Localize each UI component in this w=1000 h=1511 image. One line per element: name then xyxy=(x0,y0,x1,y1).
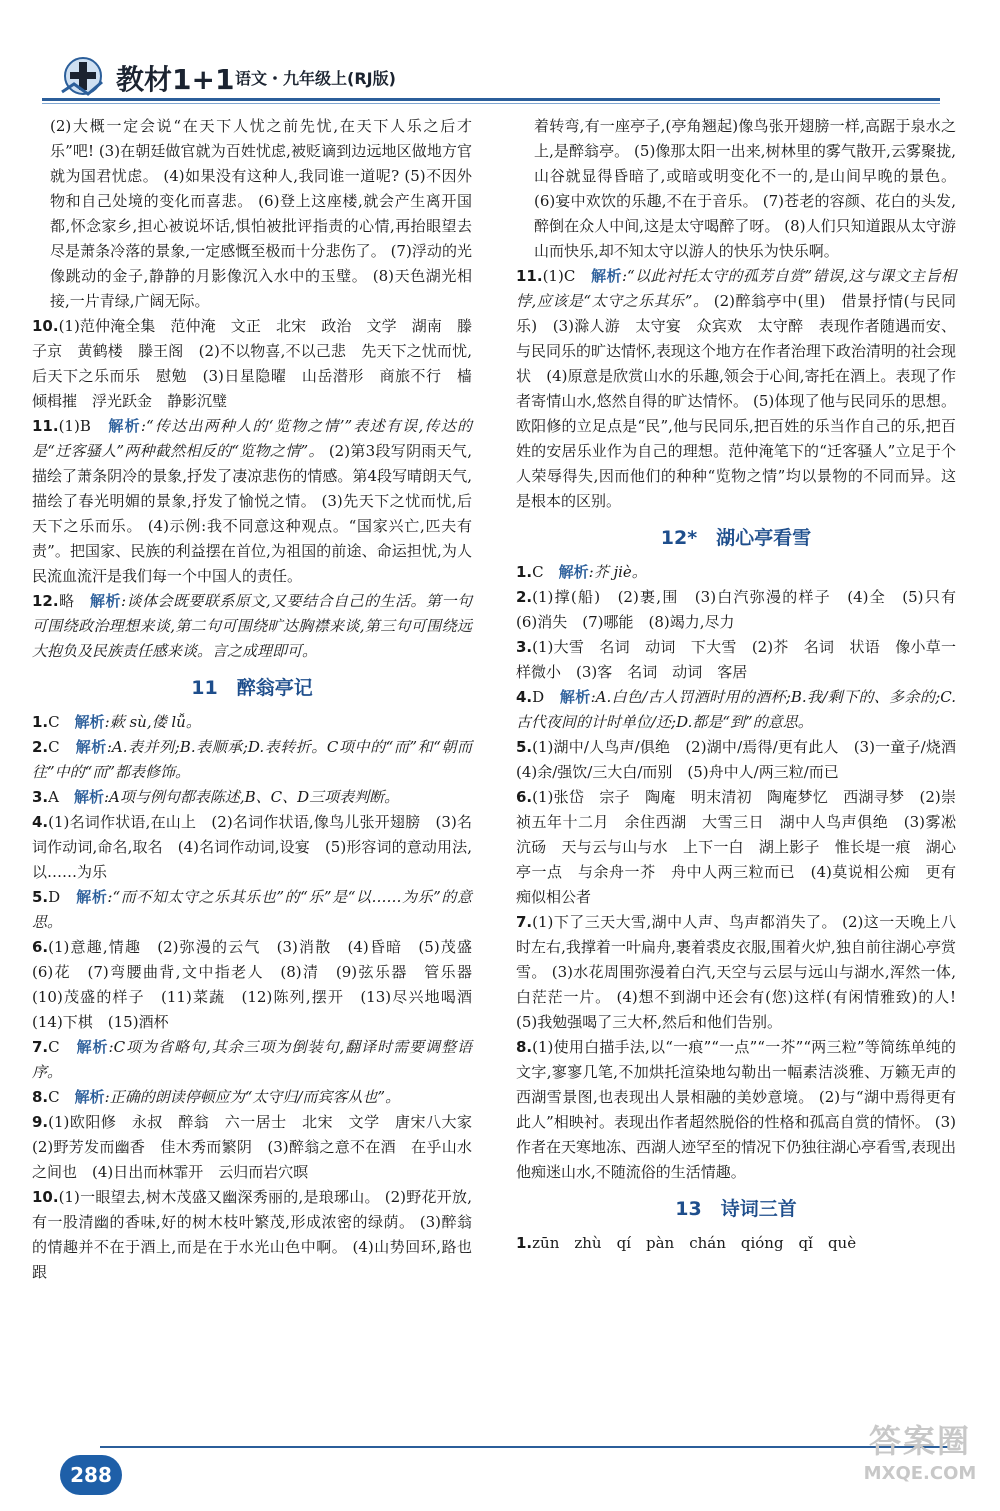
answer-text: 着转弯,有一座亭子,(亭角翘起)像鸟张开翅膀一样,高踞于泉水之上,是醉翁亭。 (5)像那太阳一出来,树林里的雾气散开,云雾聚拢,山谷就显得昏暗了,或暗或明变化不一的,是山间早晚的景色。 (6)宴中欢饮的乐趣,不在于音乐。 (7)苍老的容颜、花白的头发,醉倒在众人中间,这是太守喝醉了呀。 (8)人们只知道跟从太守游山而快乐,却不知太守以游人的快乐为快乐啊。 xyxy=(534,117,956,260)
item-number: 6. xyxy=(516,788,533,806)
explanation-label: 解析 xyxy=(75,738,107,756)
explanation-text: :蔌 sù,偻 lǚ。 xyxy=(104,713,201,731)
explanation-label: 解析 xyxy=(108,417,141,435)
item-number: 7. xyxy=(516,913,533,931)
item-number: 7. xyxy=(32,1038,49,1056)
explanation-text: :“而不知太守之乐其乐也”的“乐”是“以……为乐”的意思。 xyxy=(32,888,472,931)
item-number: 4. xyxy=(516,688,533,706)
item-number: 2. xyxy=(32,738,49,756)
answer-text: (1)湖中/人鸟声/俱绝 (2)湖中/焉得/更有此人 (3)一童子/烧酒 (4)余/强饮/三大白/而别 (5)舟中人/两三粒/而已 xyxy=(516,738,972,781)
item-number: 6. xyxy=(32,938,49,956)
item-number: 4. xyxy=(32,813,49,831)
answer-item xyxy=(32,1110,488,1185)
watermark-logo xyxy=(850,1420,990,1506)
answer-item xyxy=(516,735,972,785)
explanation-label: 解析 xyxy=(74,713,105,731)
item-number: 1. xyxy=(32,713,49,731)
answer-choice: (1)B xyxy=(58,417,109,435)
answer-item xyxy=(516,1035,956,1185)
header-divider xyxy=(42,98,940,101)
explanation-label: 解析 xyxy=(559,688,591,706)
answer-choice: C xyxy=(48,1088,75,1106)
answer-item xyxy=(32,1185,472,1285)
item-number: 10. xyxy=(32,1188,59,1206)
answer-text: (1)张岱 宗子 陶庵 明末清初 陶庵梦忆 西湖寻梦 (2)崇祯五年十二月 余住西湖 大雪三日 湖中人鸟声俱绝 (3)雾凇沆砀 天与云与山与水 上下一白 湖上影子 惟长堤一痕 湖心亭一点 与余舟一芥 舟中人两三粒而已 (4)莫说相公痴 更有痴似相公者 xyxy=(516,788,956,906)
answer-item xyxy=(516,910,956,1035)
answer-text: (1)意趣,情趣 (2)弥漫的云气 (3)消散 (4)昏暗 (5)茂盛 (6)花 (7)弯腰曲背,文中指老人 (8)清 (9)弦乐器 管乐器 (10)茂盛的样子 (11)菜蔬 (12)陈列,摆开 (13)尽兴地喝酒 (14)下棋 (15)酒杯 xyxy=(32,938,488,1031)
answer-item xyxy=(32,935,488,1035)
answer-text: (1)欧阳修 永叔 醉翁 六一居士 北宋 文学 唐宋八大家 (2)野芳发而幽香 佳木秀而繁阴 (3)醉翁之意不在酒 在乎山水之间也 (4)日出而林霏开 云归而岩穴暝 xyxy=(32,1113,488,1181)
page-header xyxy=(0,0,1000,100)
answer-item xyxy=(32,1085,472,1110)
explanation-label: 解析 xyxy=(90,592,122,610)
item-number: 1. xyxy=(516,563,533,581)
explanation-label: 解析 xyxy=(74,1088,105,1106)
explanation-label: 解析 xyxy=(76,888,108,906)
answer-item xyxy=(32,710,472,735)
answer-item xyxy=(32,885,472,935)
explanation-text: :A.表并列;B.表顺承;D.表转折。C项中的“而”和“朝而往”中的“而”都表修饰。 xyxy=(32,738,472,781)
section-title: 13 诗词三首 xyxy=(675,1198,797,1220)
answer-choice: C xyxy=(48,1038,77,1056)
explanation-text: :谈体会既要联系原文,又要结合自己的生活。第一句可围绕政治理想来谈,第二句可围绕旷达胸襟来谈,第三句可围绕远大抱负及民族责任感来谈。言之成理即可。 xyxy=(32,592,472,660)
answer-text: (1)一眼望去,树木茂盛又幽深秀丽的,是琅琊山。 (2)野花开放,有一股清幽的香味,好的树木枝叶繁茂,形成浓密的绿荫。 (3)醉翁的情趣并不在于酒上,而是在于水光山色中啊。 (4)山势回环,路也跟 xyxy=(32,1188,472,1281)
brand-logo-icon xyxy=(58,54,108,98)
item-number: 11. xyxy=(32,417,59,435)
answer-text: (2)大概一定会说“在天下人忧之前先忧,在天下人乐之后才乐”吧! (3)在朝廷做官就为百姓忧虑,被贬谪到边远地区做地方官就为国君忧虑。 (4)如果没有这种人,我同谁一道呢? (5)不因外物和自己处境的变化而喜悲。 (6)登上这座楼,就会产生离开国都,怀念家乡,担心被说坏话,惧怕被批评指责的心情,再抬眼望去尽是萧条冷落的景象,一定感慨至极而十分悲伤了。 (7)浮动的光像跳动的金子,静静的月影像沉入水中的玉璧。 (8)天色湖光相接,一片青绿,广阔无际。 xyxy=(50,117,472,310)
explanation-text: :C项为省略句,其余三项为倒装句,翻译时需要调整语序。 xyxy=(32,1038,472,1081)
answer-item xyxy=(32,1035,472,1085)
answer-item xyxy=(516,1231,956,1256)
answer-text: (2)醉翁亭中(里) 借景抒情(与民同乐) (3)滁人游 太守宴 众宾欢 太守醉 表现作者随遇而安、与民同乐的旷达情怀,表现这个地方在作者治理下政治清明的社会现状 (4)原意是欣赏山水的乐趣,领会于心间,寄托在酒上。表现了作者寄情山水,悠然自得的旷达情怀。 (5)体现了他与民同乐的思想。欧阳修的立足点是“民”,他与民同乐,把百姓的乐当作自己的乐,把百姓的安居乐业作为自己的理想。范仲淹笔下的“迁客骚人”立足于个人荣辱得失,因而他们的种种“览物之情”均以景物的不同而异。这是根本的区别。 xyxy=(516,292,957,510)
answer-item xyxy=(516,635,956,685)
answer-item xyxy=(516,585,972,635)
answer-continuation xyxy=(32,114,472,314)
answer-text: (2)第3段写阴雨天气,描绘了萧条阴冷的景象,抒发了凄凉悲伤的情感。第4段写晴朗天气,描绘了春光明媚的景象,抒发了愉悦之情。 (3)先天下之忧而忧,后天下之乐而乐。 (4)示例:我不同意这种观点。“国家兴亡,匹夫有责”。把国家、民族的利益摆在首位,为祖国的前途、命运担忧,为人民流血流汗是我们每一个中国人的责任。 xyxy=(32,442,472,585)
watermark-url: MXQE.COM xyxy=(863,1463,977,1484)
left-column xyxy=(32,114,488,1285)
explanation-label: 解析 xyxy=(73,788,104,806)
explanation-text: :A.白色/古人罚酒时用的酒杯;B.我/剩下的、多余的;C.古代夜间的计时单位/还;D.都是“到”的意思。 xyxy=(516,688,956,731)
answer-item xyxy=(32,314,472,414)
explanation-label: 解析 xyxy=(591,267,622,285)
section-title: 12* 湖心亭看雪 xyxy=(660,527,812,549)
book-subtitle: 语文・九年级上(RJ版) xyxy=(235,69,396,88)
item-number: 9. xyxy=(32,1113,49,1131)
answer-text: (1)撑(船) (2)裹,围 (3)白汽弥漫的样子 (4)全 (5)只有 (6)消失 (7)哪能 (8)竭力,尽力 xyxy=(516,588,972,631)
answer-item xyxy=(32,414,472,589)
answer-continuation xyxy=(516,114,956,264)
footer-divider xyxy=(100,1446,950,1448)
watermark-text: 答案圈 xyxy=(868,1422,971,1460)
answer-choice: 略 xyxy=(58,592,91,610)
answer-choice: (1)C xyxy=(542,267,592,285)
item-number: 12. xyxy=(32,592,59,610)
answer-text: zūn zhù qí pàn chán qióng qǐ què xyxy=(532,1234,857,1252)
answer-item xyxy=(32,810,472,885)
item-number: 8. xyxy=(516,1038,533,1056)
explanation-text: :正确的朗读停顿应为“太守归/而宾客从也”。 xyxy=(104,1088,401,1106)
answer-choice: A xyxy=(48,788,74,806)
answer-choice: D xyxy=(48,888,77,906)
item-number: 2. xyxy=(516,588,533,606)
answer-text: (1)范仲淹全集 范仲淹 文正 北宋 政治 文学 湖南 滕子京 黄鹤楼 滕王阁 (2)不以物喜,不以己悲 先天下之忧而忧,后天下之乐而乐 慰勉 (3)日星隐曜 山岳潜形 商旅不行 樯倾楫摧 浮光跃金 静影沉璧 xyxy=(32,317,472,410)
answer-choice: C xyxy=(48,738,76,756)
item-number: 5. xyxy=(516,738,533,756)
item-number: 3. xyxy=(32,788,49,806)
page-number-badge: 288 xyxy=(60,1455,122,1495)
answer-text: (1)名词作状语,在山上 (2)名词作状语,像鸟儿张开翅膀 (3)名词作动词,命名,取名 (4)名词作动词,设宴 (5)形容词的意动用法,以……为乐 xyxy=(32,813,472,881)
answer-text: (1)下了三天大雪,湖中人声、鸟声都消失了。 (2)这一天晚上八时左右,我撑着一叶扁舟,裹着裘皮衣服,围着火炉,独自前往湖心亭赏雪。 (3)水花周围弥漫着白汽,天空与云层与远山与湖水,浑然一体,白茫茫一片。 (4)想不到湖中还会有(您)这样(有闲情雅致)的人! (5)我勉强喝了三大杯,然后和他们告别。 xyxy=(516,913,956,1031)
answer-choice: C xyxy=(48,713,75,731)
explanation-label: 解析 xyxy=(76,1038,109,1056)
explanation-text: :“以此衬托太守的孤芳自赏”错误,这与课文主旨相悖,应该是“太守之乐其乐”。 xyxy=(516,267,956,310)
item-number: 5. xyxy=(32,888,49,906)
explanation-text: :A项与例句都表陈述,B、C、D三项表判断。 xyxy=(104,788,400,806)
answer-choice: C xyxy=(532,563,559,581)
answer-item xyxy=(516,685,956,735)
answer-item xyxy=(32,785,472,810)
item-number: 3. xyxy=(516,638,533,656)
right-column xyxy=(516,114,972,1256)
answer-text: (1)使用白描手法,以“一痕”“一点”“一芥”“两三粒”等简练单纯的文字,寥寥几笔,不加烘托渲染地勾勒出一幅素洁淡雅、万籁无声的西湖雪景图,也表现出人景相融的美妙意境。 (2)与“湖中焉得更有此人”相映衬。表现出作者超然脱俗的性格和孤高自赏的情怀。 (3)作者在天寒地冻、西湖人迹罕至的情况下仍独往湖心亭看雪,表现出他痴迷山水,不随流俗的生活情趣。 xyxy=(516,1038,956,1181)
item-number: 11. xyxy=(516,267,543,285)
header-divider-thin xyxy=(42,103,940,104)
answer-choice: D xyxy=(532,688,560,706)
item-number: 8. xyxy=(32,1088,49,1106)
explanation-text: :芥 jiè。 xyxy=(588,563,647,581)
answer-item xyxy=(516,264,956,514)
answer-item xyxy=(516,560,956,585)
answer-item xyxy=(32,589,472,664)
item-number: 10. xyxy=(32,317,59,335)
item-number: 1. xyxy=(516,1234,533,1252)
answer-item xyxy=(32,735,472,785)
brand-title: 教材1+1 xyxy=(116,63,235,96)
answer-text: (1)大雪 名词 动词 下大雪 (2)芥 名词 状语 像小草一样微小 (3)客 名词 动词 客居 xyxy=(516,638,956,681)
explanation-label: 解析 xyxy=(558,563,589,581)
answer-item xyxy=(516,785,956,910)
explanation-text: :“传达出两种人的‘览物之情’”表述有误,传达的是“迁客骚人”两种截然相反的“览物之情”。 xyxy=(32,417,472,460)
section-title: 11 醉翁亭记 xyxy=(191,677,313,699)
